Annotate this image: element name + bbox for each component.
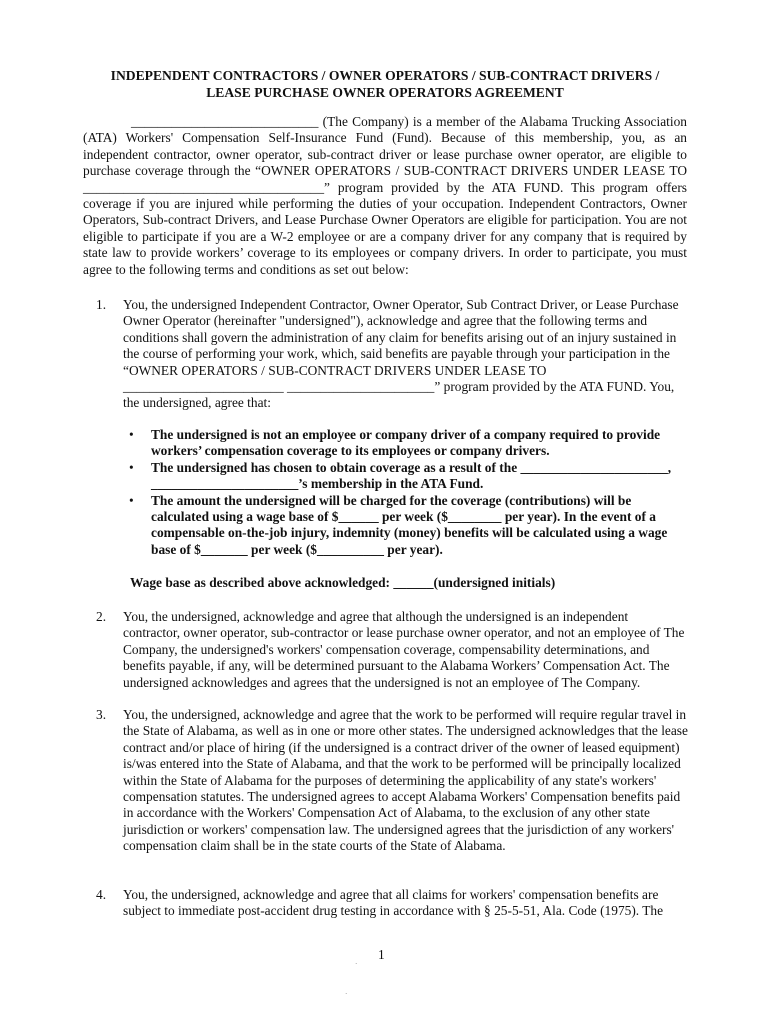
bullet-item bbox=[123, 427, 683, 460]
bullet-icon: • bbox=[129, 427, 134, 442]
title-line-1: INDEPENDENT CONTRACTORS / OWNER OPERATORS / SUB-CONTRACT DRIVERS / bbox=[110, 68, 660, 83]
bullet-item bbox=[123, 460, 683, 493]
clause-number: 4. bbox=[96, 887, 107, 902]
clause-text: You, the undersigned Independent Contractor, Owner Operator, Sub Contract Driver, or Lease Purchase Owner Operator (hereinafter "undersigned"), acknowledge and agree that the following terms and conditions shall govern the administration of any claim for benefits arising out of an injury sustained in the course of performing your work, which, said benefits are payable through your participation in the “OWNER OPERATORS / SUB-CONTRACT DRIVERS UNDER LEASE TO ________________________ ______________________” program provided by the ATA FUND. You, the undersigned, agree that: bbox=[123, 297, 679, 411]
clause-1 bbox=[96, 297, 688, 412]
scan-speck: · bbox=[345, 990, 348, 998]
clause-number: 1. bbox=[96, 297, 107, 312]
bullet-text: The undersigned is not an employee or company driver of a company required to provide workers’ compensation coverage to its employees or company drivers. bbox=[151, 427, 661, 459]
clause-2 bbox=[96, 609, 688, 691]
clause-4 bbox=[96, 887, 688, 920]
scan-speck: · bbox=[355, 960, 358, 968]
clause-number: 2. bbox=[96, 609, 107, 624]
clause-3 bbox=[96, 707, 688, 855]
bullet-text: The undersigned has chosen to obtain coverage as a result of the ______________________, ______________________’s membership in the ATA Fund. bbox=[151, 459, 672, 492]
title-line-2: LEASE PURCHASE OWNER OPERATORS AGREEMENT bbox=[206, 84, 564, 100]
bullet-icon: • bbox=[129, 459, 134, 475]
bullet-icon: • bbox=[129, 492, 134, 508]
bullet-text: The amount the undersigned will be charged for the coverage (contributions) will be calculated using a wage base of $______ per week ($________ per year). In the event of a compensable on-the-job injury, indemnity (money) benefits will be calculated using a wage base of $_______ per week ($__________ per year). bbox=[151, 492, 668, 557]
bullet-item bbox=[123, 493, 683, 559]
bullet-list bbox=[123, 427, 683, 558]
clause-text: You, the undersigned, acknowledge and agree that the work to be performed will require regular travel in the State of Alabama, as well as in one or more other states. The undersigned acknowledges that the lease contract and/or place of hiring (if the undersigned is a contract driver of the owner of leased equipment) is/was entered into the State of Alabama, and that the work to be performed will be principally localized within the State of Alabama for the purposes of determining the applicability of any state's workers' compensation statutes. The undersigned agrees to accept Alabama Workers' Compensation benefits paid in accordance with the Workers' Compensation Act of Alabama, to the exclusion of any other state jurisdiction or workers' compensation law. The undersigned agrees that the jurisdiction of any workers' compensation claim shall be in the state courts of the State of Alabama. bbox=[123, 707, 688, 854]
page-number: 1 bbox=[378, 947, 385, 962]
intro-text: ____________________________ (The Company) is a member of the Alabama Trucking Association (ATA) Workers' Compensation Self-Insurance Fund (Fund). Because of this membership, you, as an independent contractor, owner operator, sub-contract driver or lease purchase owner operator, are eligible to purchase coverage through the “OWNER OPERATORS / SUB-CONTRACT DRIVERS UNDER LEASE TO ____________________________________” program provided by the ATA FUND. This program offers coverage if you are injured while performing the duties of your occupation. Independent Contractors, Owner Operators, Sub-contract Drivers, and Lease Purchase Owner Operators are eligible for participation. You are not eligible to participate if you are a W-2 employee or are a company driver for any company that is required by state law to provide workers’ coverage to its employees or company drivers. In order to participate, you must agree to the following terms and conditions as set out below: bbox=[83, 114, 687, 277]
clause-number: 3. bbox=[96, 707, 107, 722]
wage-base-acknowledgement: Wage base as described above acknowledged: ______(undersigned initials) bbox=[130, 575, 556, 590]
intro-paragraph bbox=[83, 114, 687, 278]
clause-text: You, the undersigned, acknowledge and agree that although the undersigned is an independent contractor, owner operator, sub-contractor or lease purchase owner operator, and not an employee of The Company, the undersigned's workers' compensation coverage, compensability determinations, and benefits payable, if any, will be determined pursuant to the Alabama Workers’ Compensation Act. The undersigned acknowledges and agrees that the undersigned is not an employee of The Company. bbox=[123, 609, 685, 690]
document-title bbox=[80, 68, 690, 101]
clause-text: You, the undersigned, acknowledge and agree that all claims for workers' compensation benefits are subject to immediate post-accident drug testing in accordance with § 25-5-51, Ala. Code (1975). The bbox=[123, 887, 664, 919]
